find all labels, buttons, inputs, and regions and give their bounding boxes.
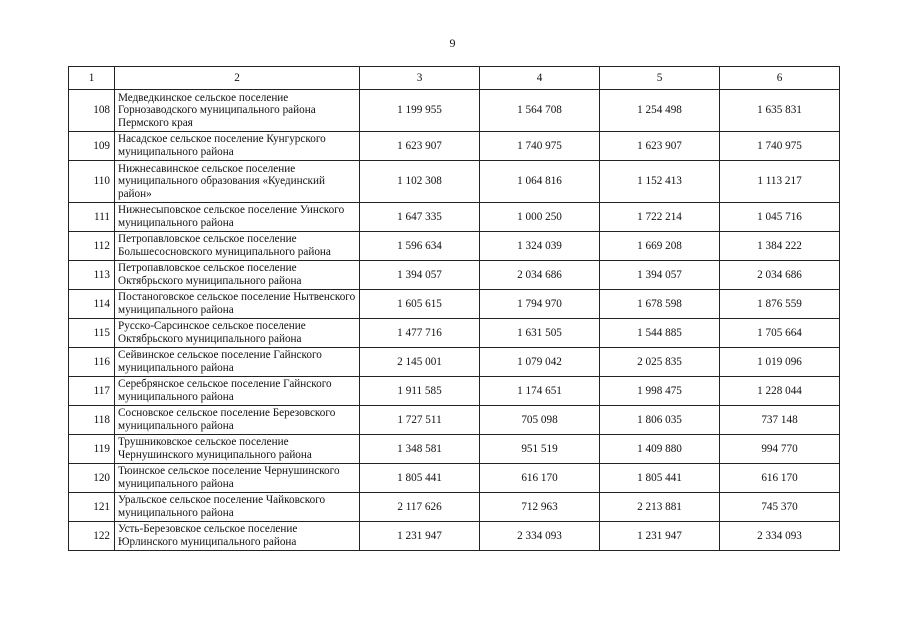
value-cell-col6: 1 045 716 — [720, 203, 840, 232]
value-cell-col5: 2 213 881 — [600, 493, 720, 522]
table-header — [69, 67, 840, 90]
table-body — [69, 90, 840, 551]
value-cell-col6: 2 334 093 — [720, 522, 840, 551]
row-number: 122 — [69, 522, 115, 551]
row-number: 108 — [69, 90, 115, 132]
table-row — [69, 232, 840, 261]
value-cell-col6: 1 635 831 — [720, 90, 840, 132]
page-number: 9 — [449, 36, 456, 50]
value-cell-col5: 1 152 413 — [600, 161, 720, 203]
settlement-name: Насадское сельское поселение Кунгурского муниципального района — [115, 132, 360, 161]
row-number: 119 — [69, 435, 115, 464]
table-row — [69, 261, 840, 290]
column-header-3: 3 — [360, 67, 480, 90]
value-cell-col3: 1 199 955 — [360, 90, 480, 132]
row-number: 110 — [69, 161, 115, 203]
value-cell-col6: 1 705 664 — [720, 319, 840, 348]
row-number: 114 — [69, 290, 115, 319]
value-cell-col4: 2 034 686 — [480, 261, 600, 290]
value-cell-col6: 737 148 — [720, 406, 840, 435]
value-cell-col3: 1 805 441 — [360, 464, 480, 493]
value-cell-col3: 1 477 716 — [360, 319, 480, 348]
value-cell-col4: 951 519 — [480, 435, 600, 464]
table-row — [69, 161, 840, 203]
value-cell-col5: 1 544 885 — [600, 319, 720, 348]
value-cell-col6: 2 034 686 — [720, 261, 840, 290]
value-cell-col5: 1 254 498 — [600, 90, 720, 132]
value-cell-col3: 1 605 615 — [360, 290, 480, 319]
value-cell-col6: 745 370 — [720, 493, 840, 522]
column-header-2: 2 — [115, 67, 360, 90]
row-number: 111 — [69, 203, 115, 232]
value-cell-col6: 1 876 559 — [720, 290, 840, 319]
value-cell-col4: 1 000 250 — [480, 203, 600, 232]
value-cell-col5: 1 409 880 — [600, 435, 720, 464]
settlement-name: Нижнесыповское сельское поселение Уинского муниципального района — [115, 203, 360, 232]
value-cell-col3: 1 394 057 — [360, 261, 480, 290]
table-row — [69, 522, 840, 551]
value-cell-col6: 1 740 975 — [720, 132, 840, 161]
table-row — [69, 493, 840, 522]
value-cell-col5: 1 394 057 — [600, 261, 720, 290]
value-cell-col3: 1 623 907 — [360, 132, 480, 161]
value-cell-col3: 1 102 308 — [360, 161, 480, 203]
table-row — [69, 406, 840, 435]
table-row — [69, 203, 840, 232]
table-row — [69, 464, 840, 493]
settlement-name: Серебрянское сельское поселение Гайнского муниципального района — [115, 377, 360, 406]
value-cell-col4: 1 174 651 — [480, 377, 600, 406]
header-row — [69, 67, 840, 90]
value-cell-col5: 1 623 907 — [600, 132, 720, 161]
settlement-name: Русско-Сарсинское сельское поселение Октябрьского муниципального района — [115, 319, 360, 348]
value-cell-col6: 1 228 044 — [720, 377, 840, 406]
column-header-6: 6 — [720, 67, 840, 90]
value-cell-col5: 2 025 835 — [600, 348, 720, 377]
table-row — [69, 319, 840, 348]
column-header-5: 5 — [600, 67, 720, 90]
value-cell-col4: 616 170 — [480, 464, 600, 493]
value-cell-col6: 1 113 217 — [720, 161, 840, 203]
settlement-name: Трушниковское сельское поселение Чернушинского муниципального района — [115, 435, 360, 464]
value-cell-col4: 2 334 093 — [480, 522, 600, 551]
value-cell-col4: 1 079 042 — [480, 348, 600, 377]
table-row — [69, 90, 840, 132]
value-cell-col4: 1 324 039 — [480, 232, 600, 261]
settlement-name: Сосновское сельское поселение Березовского муниципального района — [115, 406, 360, 435]
settlement-name: Петропавловское сельское поселение Октябрьского муниципального района — [115, 261, 360, 290]
row-number: 117 — [69, 377, 115, 406]
value-cell-col6: 616 170 — [720, 464, 840, 493]
settlements-table — [68, 66, 840, 551]
row-number: 118 — [69, 406, 115, 435]
value-cell-col3: 2 145 001 — [360, 348, 480, 377]
table-row — [69, 290, 840, 319]
settlement-name: Усть-Березовское сельское поселение Юрлинского муниципального района — [115, 522, 360, 551]
value-cell-col3: 1 348 581 — [360, 435, 480, 464]
settlement-name: Медведкинское сельское поселение Горнозаводского муниципального района Пермского края — [115, 90, 360, 132]
value-cell-col5: 1 678 598 — [600, 290, 720, 319]
row-number: 115 — [69, 319, 115, 348]
value-cell-col5: 1 231 947 — [600, 522, 720, 551]
value-cell-col3: 1 647 335 — [360, 203, 480, 232]
value-cell-col4: 705 098 — [480, 406, 600, 435]
value-cell-col4: 1 631 505 — [480, 319, 600, 348]
settlement-name: Постаноговское сельское поселение Нытвенского муниципального района — [115, 290, 360, 319]
settlement-name: Уральское сельское поселение Чайковского муниципального района — [115, 493, 360, 522]
value-cell-col4: 712 963 — [480, 493, 600, 522]
table-row — [69, 348, 840, 377]
value-cell-col4: 1 794 970 — [480, 290, 600, 319]
table-row — [69, 132, 840, 161]
table-row — [69, 435, 840, 464]
column-header-4: 4 — [480, 67, 600, 90]
value-cell-col3: 1 727 511 — [360, 406, 480, 435]
value-cell-col3: 1 596 634 — [360, 232, 480, 261]
row-number: 121 — [69, 493, 115, 522]
value-cell-col4: 1 064 816 — [480, 161, 600, 203]
settlement-name: Тюинское сельское поселение Чернушинского муниципального района — [115, 464, 360, 493]
table-row — [69, 377, 840, 406]
settlement-name: Нижнесавинское сельское поселение муниципального образования «Куединский район» — [115, 161, 360, 203]
row-number: 109 — [69, 132, 115, 161]
settlement-name: Сейвинское сельское поселение Гайнского муниципального района — [115, 348, 360, 377]
value-cell-col5: 1 722 214 — [600, 203, 720, 232]
value-cell-col4: 1 740 975 — [480, 132, 600, 161]
row-number: 116 — [69, 348, 115, 377]
value-cell-col5: 1 806 035 — [600, 406, 720, 435]
row-number: 112 — [69, 232, 115, 261]
value-cell-col5: 1 805 441 — [600, 464, 720, 493]
value-cell-col4: 1 564 708 — [480, 90, 600, 132]
settlement-name: Петропавловское сельское поселение Большесосновского муниципального района — [115, 232, 360, 261]
value-cell-col3: 1 911 585 — [360, 377, 480, 406]
column-header-1: 1 — [69, 67, 115, 90]
row-number: 120 — [69, 464, 115, 493]
value-cell-col5: 1 998 475 — [600, 377, 720, 406]
value-cell-col6: 1 384 222 — [720, 232, 840, 261]
value-cell-col3: 2 117 626 — [360, 493, 480, 522]
row-number: 113 — [69, 261, 115, 290]
value-cell-col6: 994 770 — [720, 435, 840, 464]
value-cell-col3: 1 231 947 — [360, 522, 480, 551]
value-cell-col5: 1 669 208 — [600, 232, 720, 261]
value-cell-col6: 1 019 096 — [720, 348, 840, 377]
